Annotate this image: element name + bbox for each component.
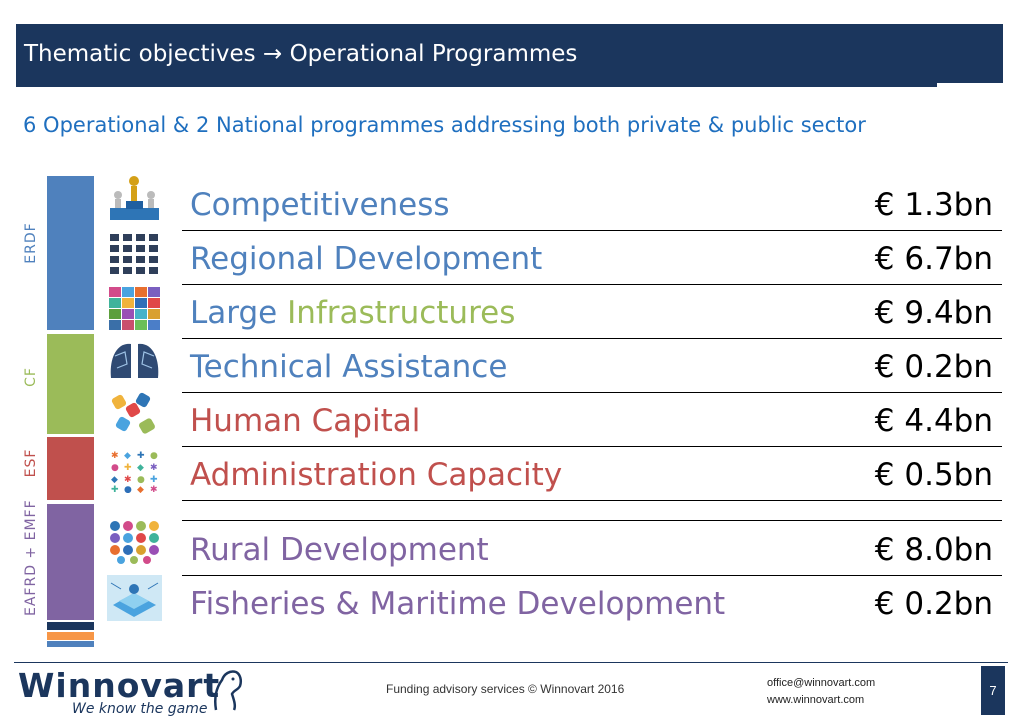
programme-row-technical-assistance [182,338,1002,393]
programme-row-human-capital [182,392,1002,447]
svg-text:●: ● [124,485,132,493]
logo-tagline: We know the game [72,701,208,717]
fund-label-eafrd: EAFRD + EMFF [23,499,39,616]
svg-text:✚: ✚ [150,475,158,485]
fund-bar-eafrd [47,504,94,620]
footer-copyright: Funding advisory services © Winnovart 2016 [386,682,625,696]
fund-bar-extra-2 [47,632,94,640]
svg-text:◆: ◆ [124,451,131,461]
programme-value: € 9.4bn [874,295,993,331]
programme-name: Fisheries & Maritime Development [190,586,726,622]
programme-name: Administration Capacity [190,457,563,493]
svg-text:◆: ◆ [137,485,144,493]
programme-name-part-2: Infrastructures [287,295,516,331]
svg-text:✚: ✚ [111,485,119,493]
svg-text:●: ● [137,475,145,485]
programme-row-administration-capacity [182,446,1002,501]
fund-label-erdf: ERDF [23,222,39,264]
svg-text:◆: ◆ [111,475,118,485]
page-number: 7 [981,666,1005,715]
mosaic-icon [107,285,162,331]
arrow-right-icon: → [262,41,283,67]
svg-text:●: ● [150,451,158,461]
title-part-1: Thematic objectives [24,41,256,67]
programme-value: € 6.7bn [874,241,993,277]
subtitle: 6 Operational & 2 National programmes addressing both private & public sector [23,113,866,137]
svg-text:✚: ✚ [124,463,132,473]
svg-text:✱: ✱ [150,463,158,473]
programme-name [190,294,515,332]
fund-bar-cf [47,334,94,434]
title-part-2: Operational Programmes [289,41,578,67]
fund-label-cf: CF [23,367,39,387]
fund-label-esf: ESF [23,448,39,478]
circle-icons-icon [107,518,162,564]
programme-value: € 0.2bn [874,349,993,385]
programme-row-regional-development [182,230,1002,285]
programme-row-competitiveness [182,176,1002,231]
contact-website[interactable]: www.winnovart.com [767,694,865,706]
header-strip [937,83,1003,87]
svg-text:●: ● [111,463,119,473]
horse-head-icon [206,668,246,712]
programme-name: Competitiveness [190,187,450,223]
contact-email[interactable]: office@winnovart.com [767,677,876,689]
winnovart-logo: Winnovart [18,666,221,705]
fund-bar-erdf [47,176,94,330]
programme-name: Rural Development [190,532,489,568]
fund-bar-extra-1 [47,622,94,630]
icon-grid-icon [107,231,162,277]
programme-name: Human Capital [190,403,421,439]
row-separator [182,506,1002,521]
puzzle-chain-icon [107,392,162,438]
fund-bar-esf [47,437,94,500]
footer-contact [767,675,875,709]
programme-row-fisheries [182,575,1002,629]
programme-name-part-1: Large [190,295,288,331]
svg-text:◆: ◆ [137,463,144,473]
programme-row-rural-development [182,521,1002,576]
programme-value: € 0.5bn [874,457,993,493]
svg-text:✚: ✚ [137,451,145,461]
svg-text:✱: ✱ [124,475,132,485]
symbols-grid-icon [107,447,162,493]
svg-text:✱: ✱ [150,485,158,493]
heads-network-icon [107,338,162,384]
programme-name: Regional Development [190,241,543,277]
svg-text:✱: ✱ [111,451,119,461]
programme-value: € 8.0bn [874,532,993,568]
page-title [24,38,577,70]
fund-bar-extra-3 [47,641,94,647]
tech-device-icon [107,575,162,621]
programme-value: € 0.2bn [874,586,993,622]
programme-value: € 4.4bn [874,403,993,439]
trophy-podium-icon [107,175,162,221]
footer-divider [14,662,1008,663]
programme-name: Technical Assistance [190,349,508,385]
programme-value: € 1.3bn [874,187,993,223]
programme-row-large-infrastructures [182,284,1002,339]
